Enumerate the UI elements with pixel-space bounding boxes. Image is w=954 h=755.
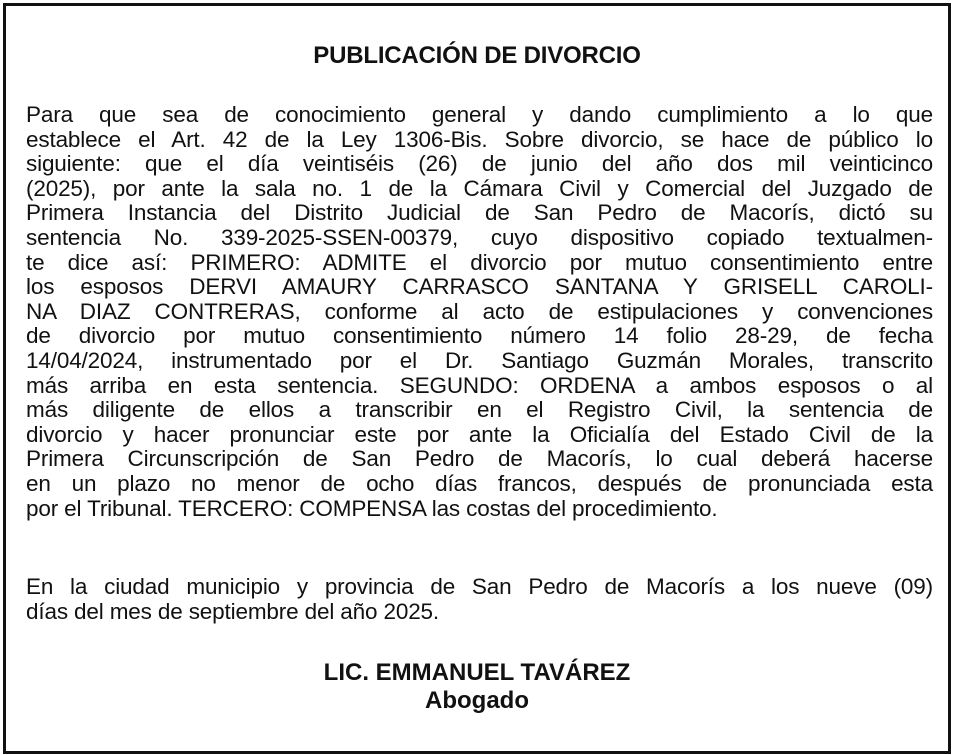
closing-line: En la ciudad municipio y provincia de San Pedro de Macorís a los nueve (09) [26, 574, 933, 599]
body-line: Primera Circunscripción de San Pedro de Macorís, lo cual deberá hacerse [26, 446, 933, 472]
body-line: en un plazo no menor de ocho días francos, después de pronunciada esta [26, 470, 933, 496]
notice-title: PUBLICACIÓN DE DIVORCIO [313, 42, 641, 69]
body-line: te dice así: PRIMERO: ADMITE el divorcio por mutuo consentimiento entre [26, 249, 933, 275]
body-line: más arriba en esta sentencia. SEGUNDO: ORDENA a ambos esposos o al [26, 372, 933, 398]
signatory-name: LIC. EMMANUEL TAVÁREZ [323, 659, 631, 686]
body-line: más diligente de ellos a transcribir en el Registro Civil, la sentencia de [26, 397, 933, 423]
notice-body [26, 103, 933, 521]
body-line: de divorcio por mutuo consentimiento número 14 folio 28-29, de fecha [26, 323, 933, 349]
body-line: por el Tribunal. TERCERO: COMPENSA las costas del procedimiento. [26, 495, 718, 521]
signatory-role: Abogado [425, 687, 529, 714]
body-line: sentencia No. 339-2025-SSEN-00379, cuyo dispositivo copiado textualmen- [26, 224, 933, 250]
body-line: (2025), por ante la sala no. 1 de la Cámara Civil y Comercial del Juzgado de [26, 175, 933, 201]
body-line: establece el Art. 42 de la Ley 1306-Bis. Sobre divorcio, se hace de público lo [26, 126, 933, 152]
notice-closing [26, 575, 933, 624]
body-line: Para que sea de conocimiento general y dando cumplimiento a lo que [26, 102, 933, 127]
body-line: divorcio y hacer pronunciar este por ante la Oficialía del Estado Civil de la [26, 421, 933, 447]
notice-frame [3, 3, 951, 754]
body-line: Primera Instancia del Distrito Judicial de San Pedro de Macorís, dictó su [26, 200, 933, 226]
body-line: los esposos DERVI AMAURY CARRASCO SANTANA Y GRISELL CAROLI- [26, 274, 933, 300]
body-line: 14/04/2024, instrumentado por el Dr. Santiago Guzmán Morales, transcrito [26, 347, 933, 373]
body-line: siguiente: que el día veintiséis (26) de junio del año dos mil veinticinco [26, 151, 933, 177]
closing-line: días del mes de septiembre del año 2025. [26, 598, 440, 624]
body-line: NA DIAZ CONTRERAS, conforme al acto de estipulaciones y convenciones [26, 298, 933, 324]
